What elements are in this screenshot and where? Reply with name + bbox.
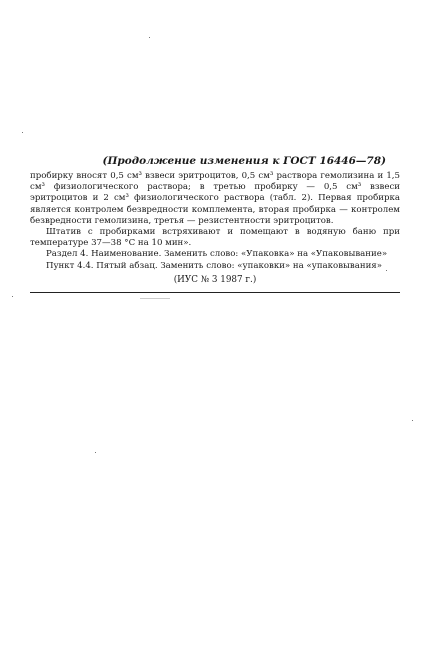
paragraph-rack: Штатив с пробирками встряхивают и помещают в водяную баню при температуре 37—38 °С на 10 мин». (30, 227, 400, 249)
ius-reference: (ИУС № 3 1987 г.) (173, 274, 257, 285)
continuation-header: (Продолжение изменения к ГОСТ 16446—78) (102, 155, 386, 167)
scan-speck (12, 296, 13, 297)
scan-speck (140, 298, 170, 299)
scan-speck (386, 270, 387, 271)
paragraph-section-4: Раздел 4. Наименование. Заменить слово: «Упаковка» на «Упаковывание» (46, 249, 388, 260)
scan-speck (95, 452, 96, 453)
paragraph-clause-4-4: Пункт 4.4. Пятый абзац. Заменить слово: «упаковки» на «упаковывания» (46, 260, 382, 271)
bottom-rule (30, 292, 400, 293)
scan-speck (412, 420, 413, 421)
scan-speck (22, 132, 23, 133)
document-body (30, 171, 400, 286)
paragraph-continued: пробирку вносят 0,5 см³ взвеси эритроцитов, 0,5 см³ раствора гемолизина и 1,5 см³ физиологического раствора; в третью пробирку — 0,5 см³ взвеси эритроцитов и 2 см³ физиологического раствора (табл. 2). Первая пробирка является контролем безвредности комплемента, вторая пробирка — контролем безвредности гемолизина, третья — резистентности эритроцитов. (30, 171, 400, 226)
scan-speck (149, 37, 150, 38)
